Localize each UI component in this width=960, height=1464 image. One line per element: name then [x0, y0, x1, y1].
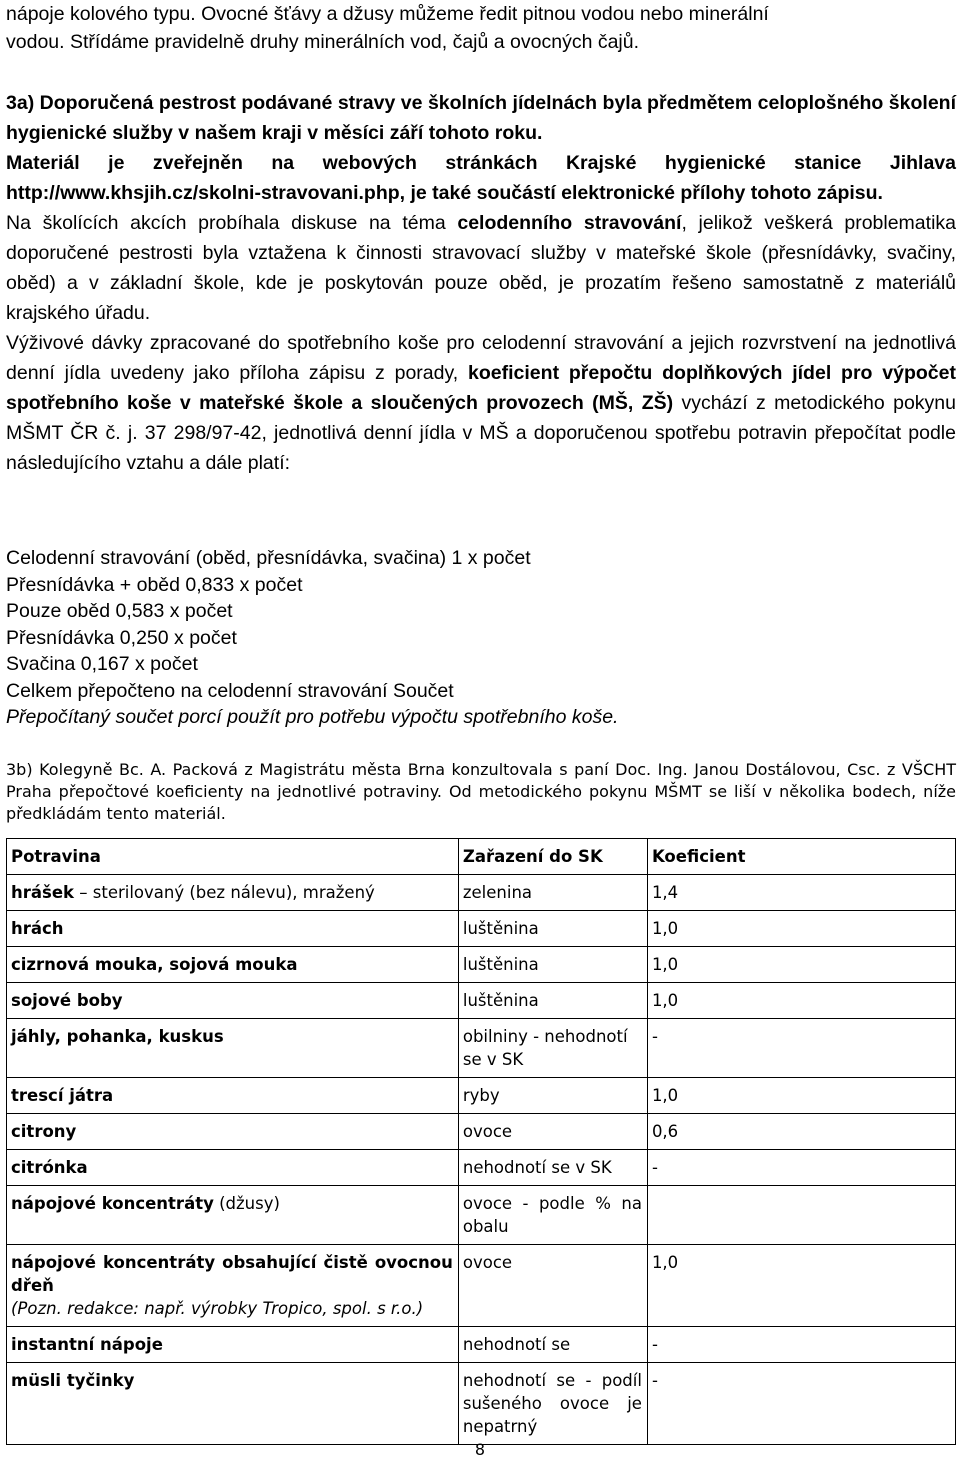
coefficient-cell: - — [647, 1327, 955, 1363]
section-3b — [6, 759, 956, 825]
intro-line-1: nápoje kolového typu. Ovocné šťávy a džusy můžeme ředit pitnou vodou nebo minerální — [6, 3, 769, 25]
category-cell: nehodnotí se — [458, 1327, 647, 1363]
food-name: müsli tyčinky — [11, 1371, 135, 1390]
coefficient-cell: 1,0 — [647, 947, 955, 983]
nutrition-text-b: vychází z metodického pokynu MŠMT ČR č. j. 37 298/97-42, jednotlivá denní jídla v MŠ a doporučenou spotřebu potravin přepočítat podle následujícího vztahu a dále platí: — [6, 392, 956, 474]
category-cell: luštěnina — [458, 911, 647, 947]
nutrition-text-a: Výživové dávky zpracované do spotřebního koše pro celodenní stravování a jejich rozvrstvení na jednotlivá denní jídla uvedeny jako příloha zápisu z porady, — [6, 332, 956, 384]
food-cell — [7, 1078, 459, 1114]
header-category: Zařazení do SK — [458, 839, 647, 875]
food-name: hrášek — [11, 883, 75, 902]
discussion-text-b: , jelikož veškerá problematika doporučené pestrosti byla vztažena k činnosti stravovací služby v mateřské škole (přesnídávky, svačiny, oběd) a v základní škole, kde je poskytován pouze oběd, je prozatím řešeno samostatně z materiálů krajského úřadu. — [6, 212, 956, 324]
food-cell — [7, 911, 459, 947]
section-3a-material-note: Materiál je zveřejněn na webových stránkách Krajské hygienické stanice Jihlava http://www.khsjih.cz/skolni-stravovani.php, je také součástí elektronické přílohy tohoto zápisu. — [6, 152, 956, 204]
category-cell: ovoce — [458, 1114, 647, 1150]
discussion-text-a: Na školících akcích probíhala diskuse na téma — [6, 212, 458, 234]
table-row — [7, 911, 956, 947]
food-cell — [7, 947, 459, 983]
category-cell: nehodnotí se v SK — [458, 1150, 647, 1186]
table-header-row — [7, 839, 956, 875]
coefficient-cell: 1,0 — [647, 911, 955, 947]
food-coefficient-table — [6, 838, 956, 1445]
table-row — [7, 1363, 956, 1445]
food-name: sojové boby — [11, 991, 123, 1010]
food-name: citrónka — [11, 1158, 88, 1177]
section-3a-heading: 3a) Doporučená pestrost podávané stravy ve školních jídelnách byla předmětem celoplošného školení hygienické služby v našem kraji v měsíci září tohoto roku. — [6, 92, 956, 144]
section-3a — [6, 88, 956, 478]
coefficient-line: Svačina 0,167 x počet — [6, 653, 198, 675]
coefficient-cell: 0,6 — [647, 1114, 955, 1150]
category-cell: nehodnotí se - podíl sušeného ovoce je nepatrný — [458, 1363, 647, 1445]
header-coefficient: Koeficient — [647, 839, 955, 875]
food-note: (Pozn. redakce: např. výrobky Tropico, spol. s r.o.) — [11, 1299, 424, 1318]
section-3b-text: 3b) Kolegyně Bc. A. Packová z Magistrátu města Brna konzultovala s paní Doc. Ing. Janou Dostálovou, Csc. z VŠCHT Praha přepočtové koeficienty na jednotlivé potraviny. Od metodického pokynu MŠMT se liší v několika bodech, níže předkládám tento materiál. — [6, 760, 956, 823]
page-number: 8 — [474, 1440, 486, 1459]
intro-line-2: vodou. Střídáme pravidelně druhy minerálních vod, čajů a ovocných čajů. — [6, 31, 640, 53]
food-name: nápojové koncentráty obsahující čistě ovocnou dřeň — [11, 1253, 453, 1295]
food-name: trescí játra — [11, 1086, 114, 1105]
coefficient-line: Celkem přepočteno na celodenní stravování Součet — [6, 679, 454, 702]
coefficient-list — [6, 545, 956, 731]
category-cell: zelenina — [458, 875, 647, 911]
coefficient-cell: - — [647, 1150, 955, 1186]
coefficient-line: Přesnídávka + oběd 0,833 x počet — [6, 573, 303, 596]
food-name: citrony — [11, 1122, 77, 1141]
food-cell — [7, 983, 459, 1019]
food-cell — [7, 1327, 459, 1363]
food-name: instantní nápoje — [11, 1335, 163, 1354]
category-cell: luštěnina — [458, 947, 647, 983]
nutrition-highlight: koeficient přepočtu doplňkových jídel pro výpočet spotřebního koše v mateřské škole a sloučených provozech (MŠ, ZŠ) — [6, 362, 956, 414]
food-detail: (džusy) — [213, 1194, 280, 1213]
coefficient-cell: 1,0 — [647, 1245, 955, 1327]
food-cell — [7, 1245, 459, 1327]
table-row — [7, 1019, 956, 1078]
table-row — [7, 1078, 956, 1114]
discussion-highlight: celodenního stravování — [457, 212, 682, 234]
table-row — [7, 1114, 956, 1150]
food-name: jáhly, pohanka, kuskus — [11, 1027, 224, 1046]
food-cell — [7, 875, 459, 911]
header-food: Potravina — [7, 839, 459, 875]
table-row — [7, 1150, 956, 1186]
coefficient-line: Pouze oběd 0,583 x počet — [6, 600, 233, 622]
table-row — [7, 1327, 956, 1363]
coefficient-cell: 1,0 — [647, 1078, 955, 1114]
coefficient-line: Celodenní stravování (oběd, přesnídávka, svačina) 1 x počet — [6, 547, 531, 569]
category-cell: luštěnina — [458, 983, 647, 1019]
food-cell — [7, 1114, 459, 1150]
section-3a-nutrition — [6, 328, 956, 478]
table-row — [7, 947, 956, 983]
table-row — [7, 1186, 956, 1245]
coefficient-line: Přesnídávka 0,250 x počet — [6, 626, 237, 649]
food-cell — [7, 1186, 459, 1245]
coefficient-cell: 1,0 — [647, 983, 955, 1019]
coefficient-cell: 1,4 — [647, 875, 955, 911]
intro-paragraph — [6, 0, 956, 56]
coefficient-cell — [647, 1186, 955, 1245]
coefficient-cell: - — [647, 1019, 955, 1078]
coefficient-italic-note: Přepočítaný součet porcí použít pro potřebu výpočtu spotřebního koše. — [6, 706, 619, 728]
food-cell — [7, 1019, 459, 1078]
food-name: nápojové koncentráty — [11, 1194, 214, 1213]
food-detail: – sterilovaný (bez nálevu), mražený — [74, 883, 375, 902]
section-3a-discussion — [6, 208, 956, 328]
food-cell — [7, 1150, 459, 1186]
coefficient-cell: - — [647, 1363, 955, 1445]
category-cell: obilniny - nehodnotí se v SK — [458, 1019, 647, 1078]
food-name: cizrnová mouka, sojová mouka — [11, 955, 298, 974]
table-row — [7, 1245, 956, 1327]
table-row — [7, 875, 956, 911]
category-cell: ryby — [458, 1078, 647, 1114]
food-cell — [7, 1363, 459, 1445]
food-name: hrách — [11, 919, 64, 938]
category-cell: ovoce — [458, 1245, 647, 1327]
category-cell: ovoce - podle % na obalu — [458, 1186, 647, 1245]
table-row — [7, 983, 956, 1019]
